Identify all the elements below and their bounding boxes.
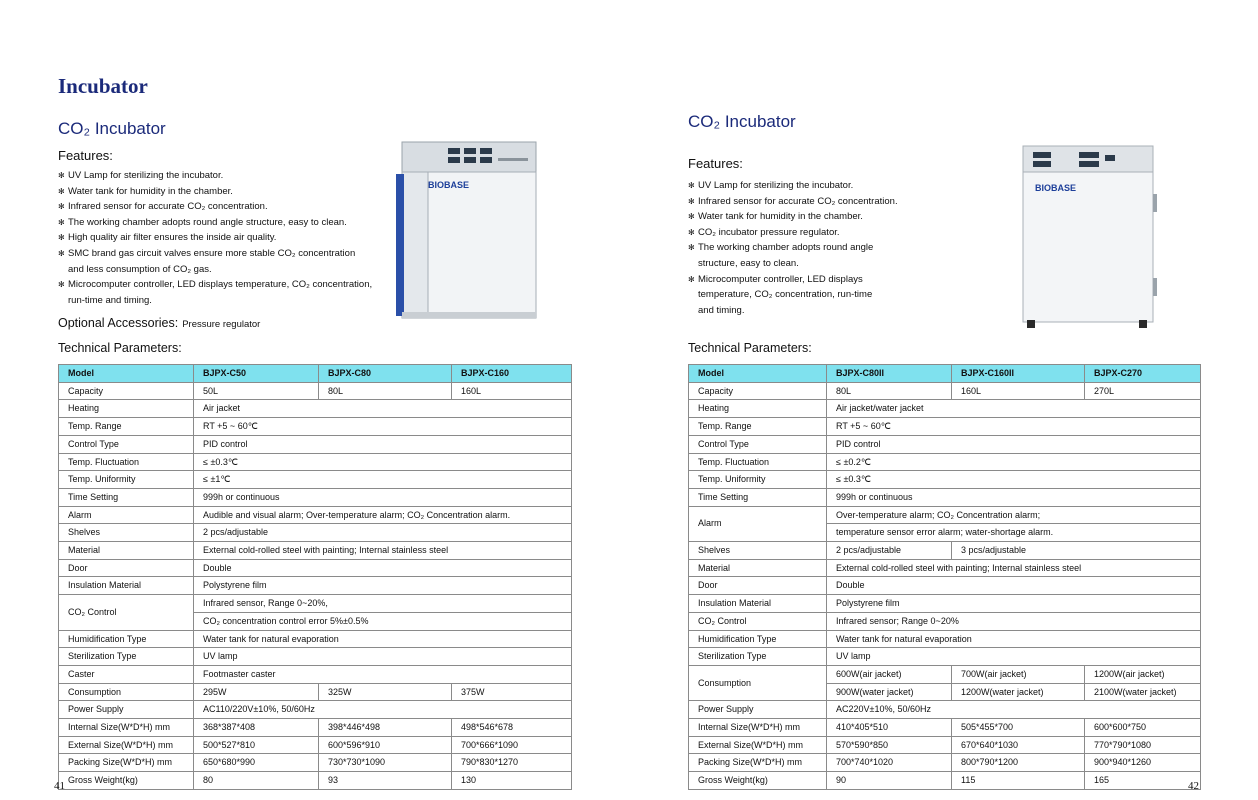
table-row: Power Supply AC220V±10%, 50/60Hz bbox=[689, 701, 1201, 719]
features-title: Features: bbox=[688, 156, 743, 171]
table-row: Humidification Type Water tank for natural evaporation bbox=[689, 630, 1201, 648]
feature-item: ✻ SMC brand gas circuit valves ensure more stable CO₂ concentration bbox=[58, 247, 356, 259]
table-row: Heating Air jacket/water jacket bbox=[689, 400, 1201, 418]
feature-item: ✻ High quality air filter ensures the inside air quality. bbox=[58, 232, 277, 244]
table-row: Power Supply AC110/220V±10%, 50/60Hz bbox=[59, 701, 572, 719]
table-row: CO₂ concentration control error 5%±0.5% bbox=[59, 612, 572, 630]
table-row: Temp. Uniformity ≤ ±1℃ bbox=[59, 471, 572, 489]
page-number: 41 bbox=[54, 780, 65, 792]
table-row: Material External cold-rolled steel with painting; Internal stainless steel bbox=[689, 559, 1201, 577]
table-row: Internal Size(W*D*H) mm 368*387*408 398*446*498 498*546*678 bbox=[59, 719, 572, 737]
table-row: Temp. Range RT +5 ~ 60℃ bbox=[689, 418, 1201, 436]
brand-label: BIOBASE bbox=[428, 180, 470, 190]
table-header-row: Model BJPX-C80II BJPX-C160II BJPX-C270 bbox=[689, 365, 1201, 383]
table-row: Capacity 50L 80L 160L bbox=[59, 382, 572, 400]
table-row: External Size(W*D*H) mm 500*527*810 600*596*910 700*666*1090 bbox=[59, 736, 572, 754]
table-row: Control Type PID control bbox=[689, 435, 1201, 453]
spec-table bbox=[58, 364, 572, 790]
feature-item: ✻ Infrared sensor for accurate CO₂ concentration. bbox=[58, 201, 268, 213]
table-row: CO₂ Control Infrared sensor, Range 0~20%, bbox=[59, 595, 572, 613]
feature-item: and timing. bbox=[698, 304, 745, 316]
table-row: Time Setting 999h or continuous bbox=[59, 488, 572, 506]
table-row: Caster Footmaster caster bbox=[59, 665, 572, 683]
table-header-row: Model BJPX-C50 BJPX-C80 BJPX-C160 bbox=[59, 365, 572, 383]
features-list bbox=[58, 168, 372, 308]
product-title: CO₂ Incubator bbox=[688, 112, 796, 131]
feature-item: ✻ Microcomputer controller, LED displays bbox=[688, 273, 863, 285]
table-row: Consumption 600W(air jacket) 700W(air jacket) 1200W(air jacket) bbox=[689, 665, 1201, 683]
optional-label: Optional Accessories: bbox=[58, 316, 179, 330]
feature-item: ✻ UV Lamp for sterilizing the incubator. bbox=[688, 180, 854, 191]
feature-item: ✻ CO₂ incubator pressure regulator. bbox=[688, 226, 840, 238]
feature-item: ✻ Microcomputer controller, LED displays temperature, CO₂ concentration, bbox=[58, 279, 373, 291]
features-title: Features: bbox=[58, 148, 113, 163]
feature-item: run-time and timing. bbox=[68, 294, 152, 306]
table-row: Packing Size(W*D*H) mm 700*740*1020 800*790*1200 900*940*1260 bbox=[689, 754, 1201, 772]
table-row: Temp. Range RT +5 ~ 60℃ bbox=[59, 418, 572, 436]
table-row: Temp. Uniformity ≤ ±0.3℃ bbox=[689, 471, 1201, 489]
incubator-image bbox=[394, 138, 542, 322]
table-row: Insulation Material Polystyrene film bbox=[689, 595, 1201, 613]
feature-item: ✻ Water tank for humidity in the chamber. bbox=[688, 211, 863, 223]
table-row: Material External cold-rolled steel with painting; Internal stainless steel bbox=[59, 542, 572, 560]
feature-item: structure, easy to clean. bbox=[698, 257, 799, 269]
table-row: Gross Weight(kg) 90 115 165 bbox=[689, 772, 1201, 790]
product-title: CO₂ Incubator bbox=[58, 119, 166, 138]
table-row: Shelves 2 pcs/adjustable 3 pcs/adjustable bbox=[689, 542, 1201, 560]
table-row: CO₂ Control Infrared sensor; Range 0~20% bbox=[689, 612, 1201, 630]
page-number: 42 bbox=[1188, 780, 1199, 792]
feature-item: ✻ Infrared sensor for accurate CO₂ concentration. bbox=[688, 195, 898, 207]
table-row: External Size(W*D*H) mm 570*590*850 670*640*1030 770*790*1080 bbox=[689, 736, 1201, 754]
table-row: Temp. Fluctuation ≤ ±0.2℃ bbox=[689, 453, 1201, 471]
table-row: Internal Size(W*D*H) mm 410*405*510 505*455*700 600*600*750 bbox=[689, 719, 1201, 737]
table-row: Capacity 80L 160L 270L bbox=[689, 382, 1201, 400]
optional-accessories bbox=[58, 316, 260, 330]
tech-params-title: Technical Parameters: bbox=[688, 341, 812, 355]
feature-item: and less consumption of CO₂ gas. bbox=[68, 263, 212, 275]
optional-value: Pressure regulator bbox=[182, 319, 261, 330]
table-row: Sterilization Type UV lamp bbox=[59, 648, 572, 666]
table-row: 900W(water jacket) 1200W(water jacket) 2100W(water jacket) bbox=[689, 683, 1201, 701]
table-row: Consumption 295W 325W 375W bbox=[59, 683, 572, 701]
feature-item: temperature, CO₂ concentration, run-time bbox=[698, 289, 873, 301]
table-row: Control Type PID control bbox=[59, 435, 572, 453]
spec-table bbox=[688, 364, 1201, 790]
feature-item: ✻ UV Lamp for sterilizing the incubator. bbox=[58, 170, 224, 181]
table-row: Time Setting 999h or continuous bbox=[689, 488, 1201, 506]
section-title: Incubator bbox=[58, 74, 148, 98]
table-row: Temp. Fluctuation ≤ ±0.3℃ bbox=[59, 453, 572, 471]
table-row: temperature sensor error alarm; water-shortage alarm. bbox=[689, 524, 1201, 542]
table-row: Insulation Material Polystyrene film bbox=[59, 577, 572, 595]
feature-item: ✻ The working chamber adopts round angle structure, easy to clean. bbox=[58, 216, 347, 228]
table-row: Door Double bbox=[59, 559, 572, 577]
table-row: Shelves 2 pcs/adjustable bbox=[59, 524, 572, 542]
table-row: Gross Weight(kg) 80 93 130 bbox=[59, 772, 572, 790]
table-row: Packing Size(W*D*H) mm 650*680*990 730*730*1090 790*830*1270 bbox=[59, 754, 572, 772]
tech-params-title: Technical Parameters: bbox=[58, 341, 182, 355]
table-row: Door Double bbox=[689, 577, 1201, 595]
features-list bbox=[688, 178, 898, 318]
brand-label: BIOBASE bbox=[1035, 183, 1077, 193]
table-row: Heating Air jacket bbox=[59, 400, 572, 418]
feature-item: ✻ Water tank for humidity in the chamber. bbox=[58, 185, 233, 197]
feature-item: ✻ The working chamber adopts round angle bbox=[688, 242, 874, 254]
table-row: Alarm Over-temperature alarm; CO₂ Concentration alarm; bbox=[689, 506, 1201, 524]
table-row: Humidification Type Water tank for natural evaporation bbox=[59, 630, 572, 648]
right-page bbox=[629, 0, 1258, 800]
table-row: Alarm Audible and visual alarm; Over-temperature alarm; CO₂ Concentration alarm. bbox=[59, 506, 572, 524]
table-row: Sterilization Type UV lamp bbox=[689, 648, 1201, 666]
incubator-image bbox=[1017, 144, 1163, 332]
